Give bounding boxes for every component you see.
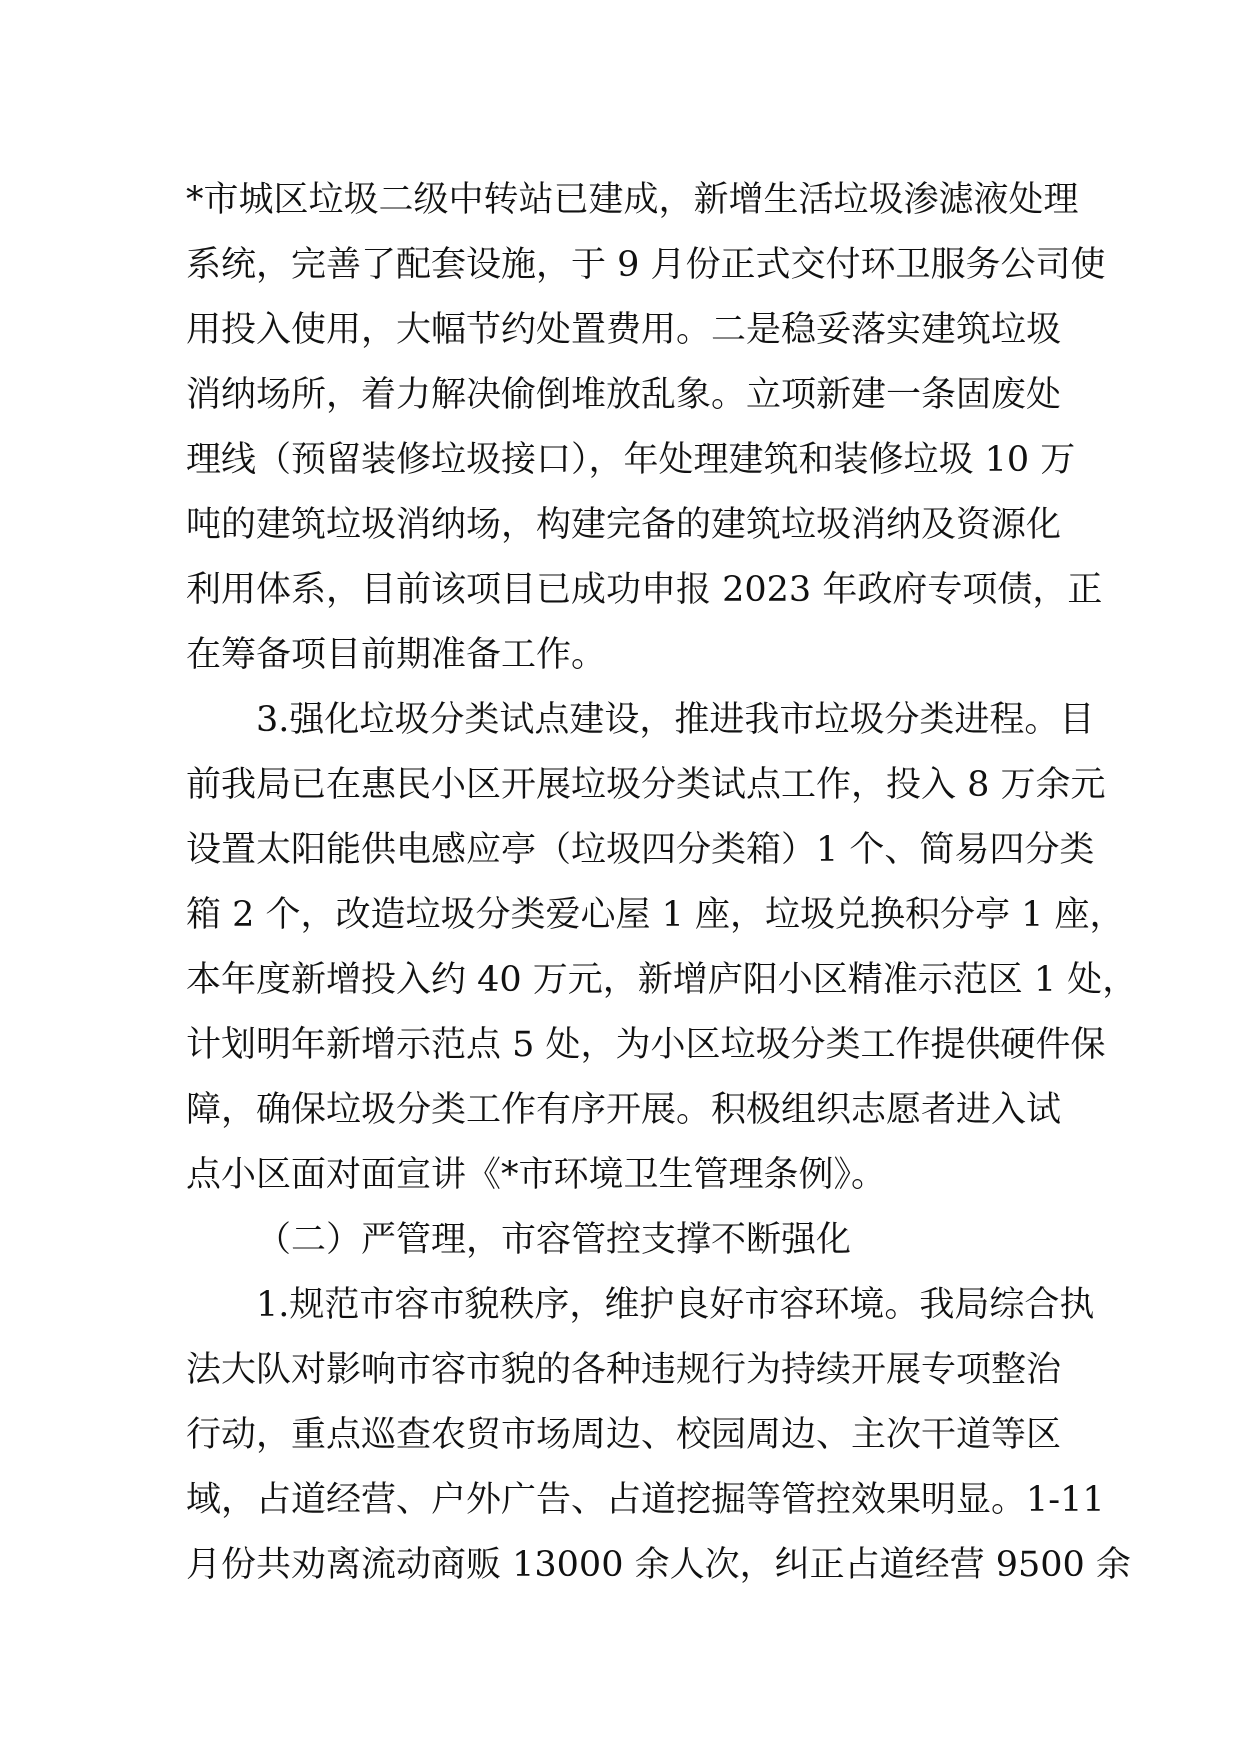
text-line: 计划明年新增示范点 5 处，为小区垃圾分类工作提供硬件保: [186, 1025, 1106, 1065]
text-line: 理线（预留装修垃圾接口），年处理建筑和装修垃圾 10 万: [186, 440, 1076, 480]
text-line: 设置太阳能供电感应亭（垃圾四分类箱）1 个、简易四分类: [186, 830, 1095, 870]
text-line: 前我局已在惠民小区开展垃圾分类试点工作，投入 8 万余元: [186, 765, 1106, 805]
text-line: 本年度新增投入约 40 万元，新增庐阳小区精准示范区 1 处，: [186, 960, 1138, 1000]
section-heading: （二）严管理，市容管控支撑不断强化: [256, 1220, 852, 1260]
text-line: 系统，完善了配套设施，于 9 月份正式交付环卫服务公司使: [186, 245, 1106, 285]
text-line: 消纳场所，着力解决偷倒堆放乱象。立项新建一条固废处: [186, 375, 1062, 415]
text-line: 障，确保垃圾分类工作有序开展。积极组织志愿者进入试: [186, 1090, 1062, 1130]
text-line: 在筹备项目前期准备工作。: [186, 635, 607, 675]
text-line: 吨的建筑垃圾消纳场，构建完备的建筑垃圾消纳及资源化: [186, 505, 1062, 545]
text-line: 箱 2 个，改造垃圾分类爱心屋 1 座，垃圾兑换积分亭 1 座，: [186, 895, 1125, 935]
text-line: 域，占道经营、户外广告、占道挖掘等管控效果明显。1-11: [186, 1480, 1105, 1520]
text-line: 月份共劝离流动商贩 13000 余人次，纠正占道经营 9500 余: [186, 1545, 1131, 1585]
text-line: 利用体系，目前该项目已成功申报 2023 年政府专项债，正: [186, 570, 1103, 610]
text-line: 用投入使用，大幅节约处置费用。二是稳妥落实建筑垃圾: [186, 310, 1062, 350]
text-line: 法大队对影响市容市貌的各种违规行为持续开展专项整治: [186, 1350, 1062, 1390]
text-line: 行动，重点巡查农贸市场周边、校园周边、主次干道等区: [186, 1415, 1062, 1455]
paragraph-start-line: 1.规范市容市貌秩序，维护良好市容环境。我局综合执: [256, 1285, 1095, 1325]
paragraph-start-line: 3.强化垃圾分类试点建设，推进我市垃圾分类进程。目: [256, 700, 1095, 740]
text-line: 点小区面对面宣讲《*市环境卫生管理条例》。: [186, 1155, 887, 1195]
body-text: [186, 168, 1138, 1598]
text-line: *市城区垃圾二级中转站已建成，新增生活垃圾渗滤液处理: [186, 180, 1079, 220]
